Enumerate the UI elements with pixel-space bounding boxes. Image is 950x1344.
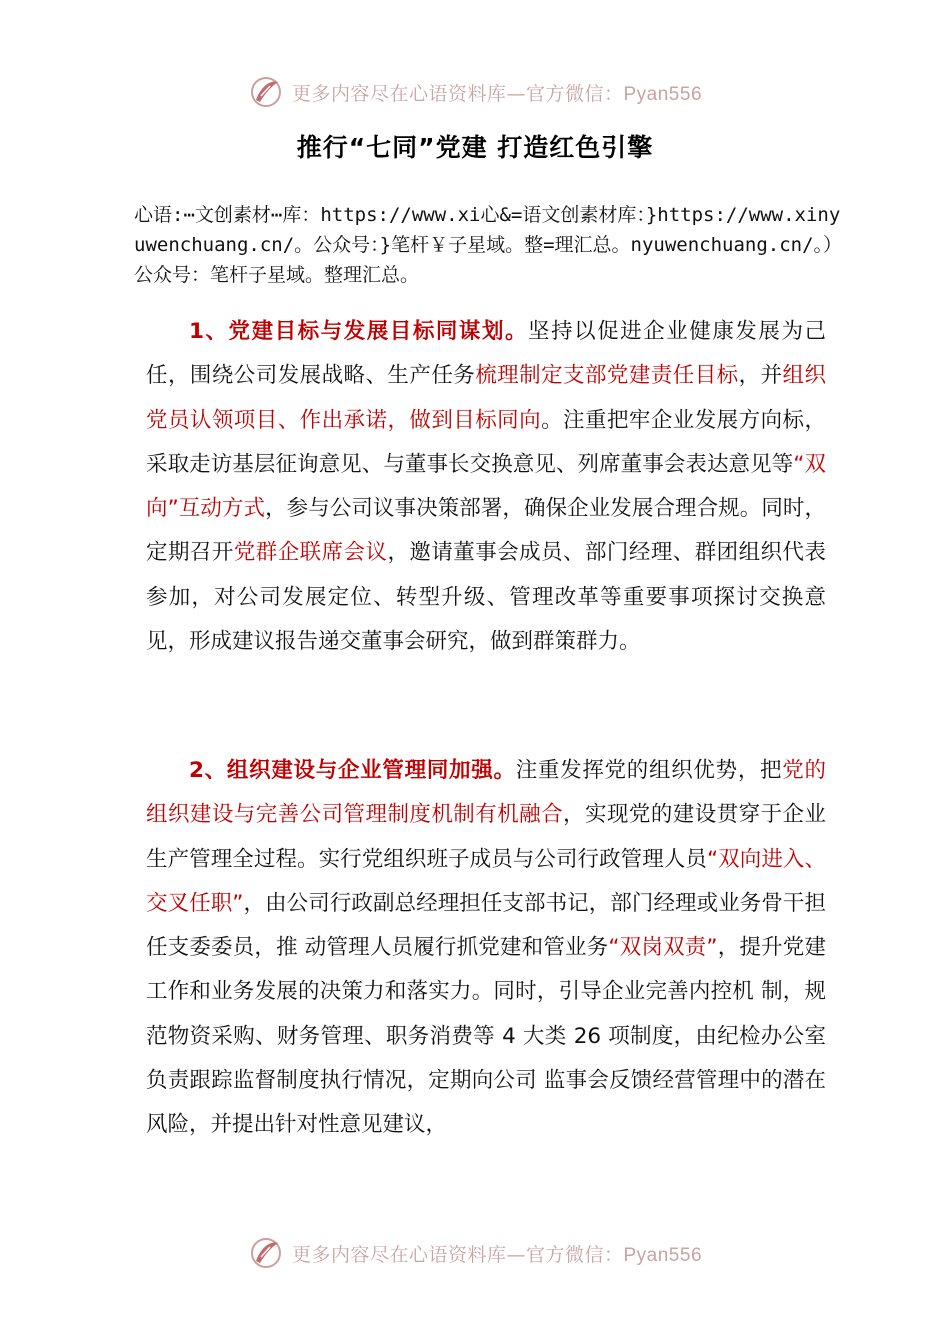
section-2-heading: 2、组织建设与企业管理同加强。 bbox=[189, 758, 516, 783]
section-1-heading: 1、党建目标与发展目标同谋划。 bbox=[189, 319, 529, 344]
watermark-text: 更多内容尽在心语资料库—官方微信：Pyan556 bbox=[291, 82, 703, 105]
source-meta-text: 心语:⋯文创素材⋯库：https://www.xi心&=语文创素材库：}https://www.xinyuwenchuang.cn/。公众号：}笔杆￥子星域。整=理汇总。nyuwenchuang.cn/。）公众号：笔杆子星域。整理汇总。 bbox=[134, 204, 843, 286]
logo-icon bbox=[248, 1235, 284, 1271]
section-1-paragraph: 1、党建目标与发展目标同谋划。坚持以促进企业健康发展为己任，围绕公司发展战略、生产任务梳理制定支部党建责任目标，并组织党员认领项目、作出承诺，做到目标同向。注重把牢企业发展方向标，采取走访基层征询意见、与董事长交换意见、列席董事会表达意见等“双向”互动方式，参与公司议事决策部署，确保企业发展合理合规。同时，定期召开党群企联席会议，邀请董事会成员、部门经理、群团组织代表参加，对公司发展定位、转型升级、管理改革等重要事项探讨交换意见，形成建议报告递交董事会研究，做到群策群力。 bbox=[146, 319, 826, 655]
watermark-header bbox=[0, 72, 950, 112]
logo-icon bbox=[248, 74, 284, 110]
section-2-paragraph: 2、组织建设与企业管理同加强。注重发挥党的组织优势，把党的组织建设与完善公司管理制度机制有机融合，实现党的建设贯穿于企业生产管理全过程。实行党组织班子成员与公司行政管理人员“双向进入、交叉任职”，由公司行政副总经理担任支部书记，部门经理或业务骨干担任支委委员，推 动管理人员履行抓党建和管业务“双岗双责”，提升党建工作和业务发展的决策力和落实力。同时，引导企业完善内控机 制，规范物资采购、财务管理、职务消费等 4 大类 26 项制度，由纪检办公室负责跟踪监督制度执行情况，定期向公司 监事会反馈经营管理中的潜在风险，并提出针对性意见建议， bbox=[146, 758, 826, 1138]
watermark-text: 更多内容尽在心语资料库—官方微信：Pyan556 bbox=[291, 1243, 703, 1266]
wechat-id: Pyan556 bbox=[623, 83, 703, 105]
wechat-id: Pyan556 bbox=[623, 1244, 703, 1266]
watermark-footer bbox=[0, 1233, 950, 1273]
document-title: 推行“七同”党建 打造红色引擎 bbox=[296, 133, 654, 162]
